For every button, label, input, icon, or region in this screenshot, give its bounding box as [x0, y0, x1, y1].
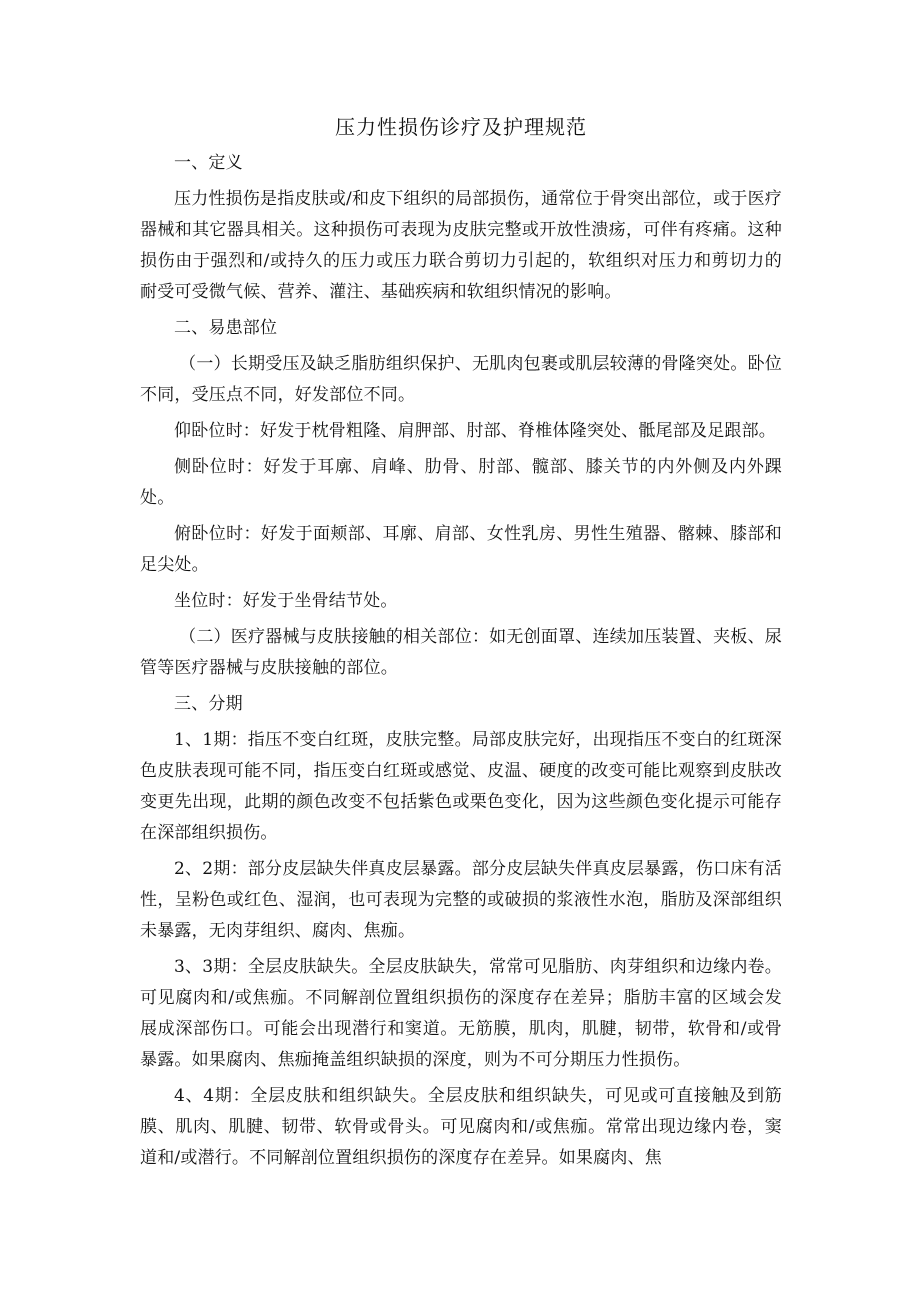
stage-3-paragraph: 3、3期：全层皮肤缺失。全层皮肤缺失，常常可见脂肪、肉芽组织和边缘内卷。可见腐肉和/或焦痂。不同解剖位置组织损伤的深度存在差异；脂肪丰富的区域会发展成深部伤口。可能会出现潜行和窦道。无筋膜，肌肉，肌腱，韧带，软骨和/或骨暴露。如果腐肉、焦痂掩盖组织缺损的深度，则为不可分期压力性损伤。 — [140, 957, 782, 1070]
sites-sitting: 坐位时：好发于坐骨结节处。 — [174, 591, 398, 611]
sites-lateral: 侧卧位时：好发于耳廓、肩峰、肋骨、肘部、髋部、膝关节的内外侧及内外踝处。 — [140, 457, 782, 508]
section-heading-sites: 二、易患部位 — [174, 318, 278, 338]
definition-paragraph: 压力性损伤是指皮肤或/和皮下组织的局部损伤，通常位于骨突出部位，或于医疗器械和其它器具相关。这种损伤可表现为皮肤完整或开放性溃疡，可伴有疼痛。这种损伤由于强烈和/或持久的压力或压力联合剪切力引起的，软组织对压力和剪切力的耐受可受微气候、营养、灌注、基础疾病和软组织情况的影响。 — [140, 189, 782, 302]
stage-1-paragraph: 1、1期：指压不变白红斑，皮肤完整。局部皮肤完好，出现指压不变白的红斑深色皮肤表现可能不同，指压变白红斑或感觉、皮温、硬度的改变可能比观察到皮肤改变更先出现，此期的颜色改变不包括紫色或栗色变化，因为这些颜色变化提示可能存在深部组织损伤。 — [140, 730, 782, 843]
sites-item-2: （二）医疗器械与皮肤接触的相关部位：如无创面罩、连续加压装置、夹板、尿管等医疗器械与皮肤接触的部位。 — [140, 627, 782, 678]
document-title: 压力性损伤诊疗及护理规范 — [335, 115, 587, 139]
sites-item-1: （一）长期受压及缺乏脂肪组织保护、无肌肉包裹或肌层较薄的骨隆突处。卧位不同，受压点不同，好发部位不同。 — [140, 354, 782, 405]
stage-2-paragraph: 2、2期：部分皮层缺失伴真皮层暴露。部分皮层缺失伴真皮层暴露，伤口床有活性，呈粉色或红色、湿润，也可表现为完整的或破损的浆液性水泡，脂肪及深部组织未暴露，无肉芽组织、腐肉、焦痂。 — [140, 859, 782, 941]
section-heading-definition: 一、定义 — [174, 153, 243, 173]
sites-prone: 俯卧位时：好发于面颊部、耳廓、肩部、女性乳房、男性生殖器、髂棘、膝部和足尖处。 — [140, 524, 782, 575]
sites-supine: 仰卧位时：好发于枕骨粗隆、肩胛部、肘部、脊椎体隆突处、骶尾部及足跟部。 — [174, 421, 776, 441]
section-heading-staging: 三、分期 — [174, 694, 243, 714]
stage-4-paragraph: 4、4期：全层皮肤和组织缺失。全层皮肤和组织缺失，可见或可直接触及到筋膜、肌肉、肌腱、韧带、软骨或骨头。可见腐肉和/或焦痂。常常出现边缘内卷，窦道和/或潜行。不同解剖位置组织损伤的深度存在差异。如果腐肉、焦 — [140, 1086, 782, 1168]
document-page — [140, 112, 782, 1179]
